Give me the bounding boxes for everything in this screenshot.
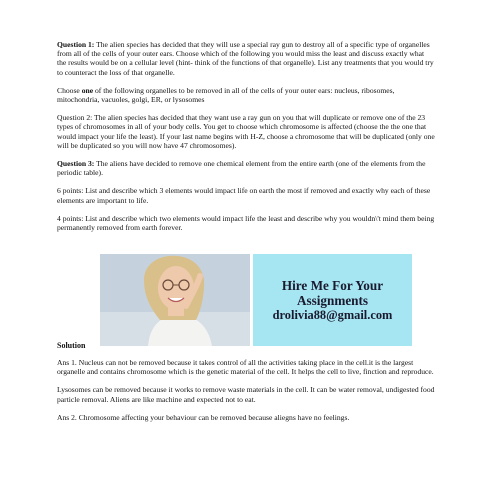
- question-1-label: Question 1:: [57, 40, 95, 49]
- six-points-task: 6 points: List and describe which 3 elements would impact life on earth the most if removed and exactly why each of these elements are important to life.: [57, 186, 431, 205]
- woman-photo: [100, 254, 250, 346]
- questions-section: [57, 40, 435, 240]
- question-3-label: Question 3:: [57, 159, 95, 169]
- answer-1-lysosomes: Lysosomes can be removed because it works to remove waste materials in the cell. It can be water removal, undigested food particle removal. Aliens are like machine and expected not to eat.: [57, 385, 435, 404]
- question-3-text: The aliens have decided to remove one chemical element from the entire earth (one of the elements from the periodic table).: [57, 159, 426, 178]
- hire-me-box: [253, 254, 412, 346]
- answer-2: Ans 2. Chromosome affecting your behaviour can be removed because aliegns have no feelings.: [57, 412, 350, 422]
- banner-line-1: Hire Me For Your: [281, 277, 384, 293]
- banner-line-2: Assignments: [296, 292, 369, 308]
- organelle-choice-prefix: Choose: [57, 85, 82, 95]
- woman-illustration: [100, 254, 250, 346]
- question-3: [57, 159, 435, 177]
- four-points-task: 4 points: List and describe which two elements would impact life the least and describe why you wouldn\'t mind them being permanently removed from earth forever.: [57, 213, 435, 233]
- solution-heading: Solution: [57, 341, 86, 350]
- question-1-text: The alien species has decided that they will use a special ray gun to destroy all of a specific type of organelles from all of the cells of your outer ears. Choose which of the following you would miss the least and discuss exactly what the results would be on a cellular level (hint- think of the functions of that organelle). List any treatments that you would try to counteract the loss of that organelle.: [57, 40, 434, 77]
- banner-email: drolivia88@gmail.com: [272, 307, 393, 322]
- answers-section: [57, 358, 435, 431]
- organelle-choice-text: of the following organelles to be removed in all of the cells of your outer ears: nucleus, ribosomes, mitochondria, vacuoles, golgi, ER, or lysosomes: [57, 85, 395, 105]
- organelle-choice: [57, 86, 435, 104]
- organelle-choice-emphasis: one: [81, 85, 94, 95]
- advert-banner: [100, 254, 412, 346]
- answer-1: Ans 1. Nucleus can not be removed because it takes control of all the activities taking place in the cell.it is the largest organelle and contains chromosome which is the genetic material of the cell. It helps the cell to live, finction and reproduce.: [57, 358, 434, 377]
- question-1: [57, 40, 435, 77]
- question-2: Question 2: The alien species has decided that they want use a ray gun on you that will duplicate or remove one of the 23 types of chromosomes in all of your body cells. You get to choose which chromosome is affected (choose the the one that would impact your life the least). If your last name begins with H-Z, choose a chromosome that will be duplicated (only one will be duplicated so you will now have 47 chromosomes).: [57, 113, 435, 150]
